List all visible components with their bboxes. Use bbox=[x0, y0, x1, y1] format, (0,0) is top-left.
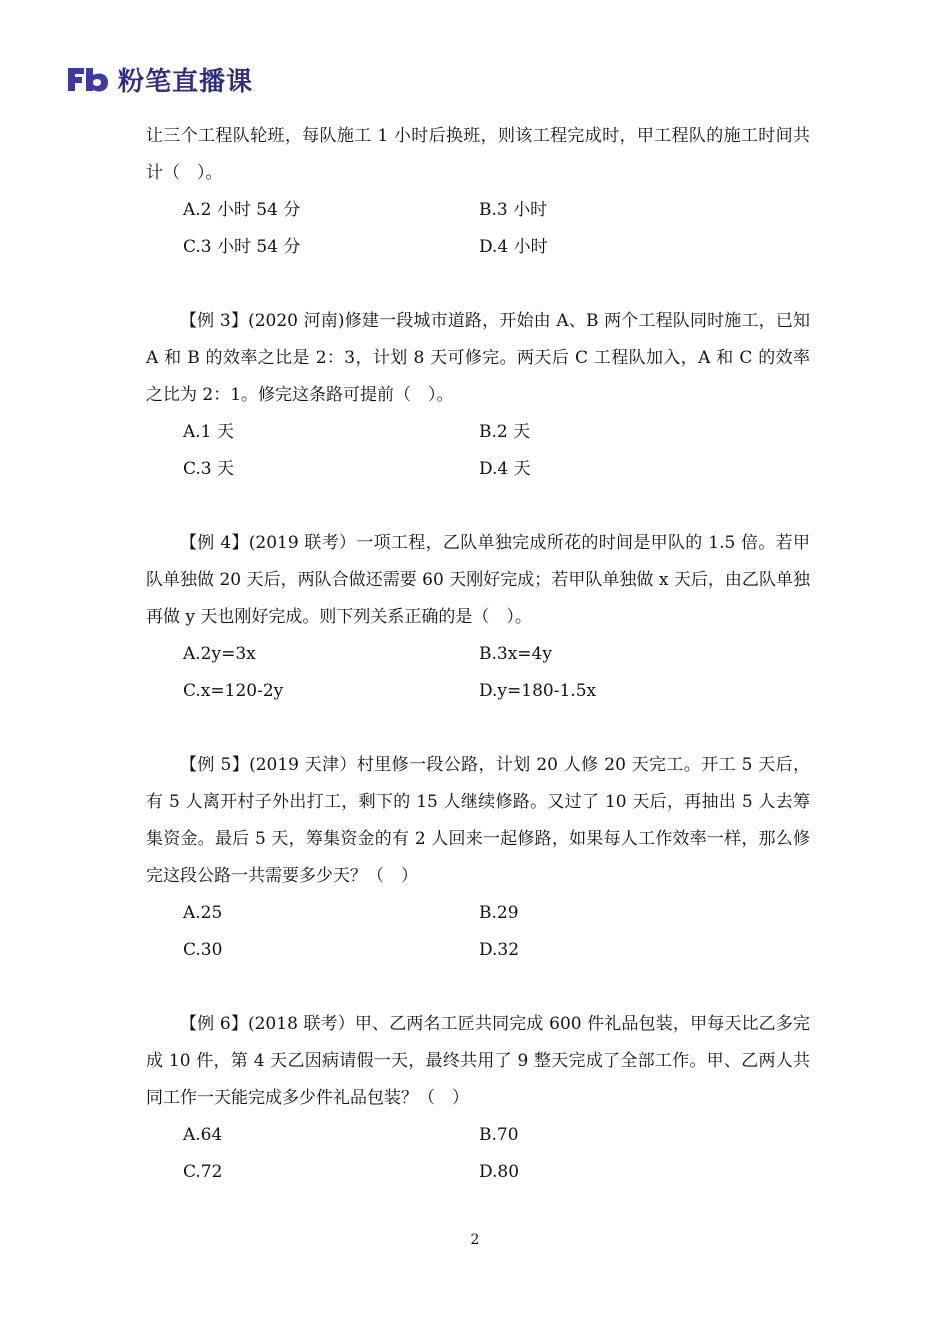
option-c: C.72 bbox=[183, 1162, 223, 1182]
option-a: A.2 小时 54 分 bbox=[183, 200, 301, 220]
option-d: D.80 bbox=[479, 1162, 520, 1182]
option-a: A.25 bbox=[183, 903, 223, 923]
question-2-tail: 让三个工程队轮班，每队施工 1 小时后换班，则该工程完成时，甲工程队的施工时间共计（ ）。 bbox=[146, 126, 810, 183]
option-b: B.29 bbox=[479, 903, 519, 923]
option-a: A.1 天 bbox=[183, 422, 234, 442]
option-c: C.3 天 bbox=[183, 459, 235, 479]
option-d: D.4 小时 bbox=[479, 237, 548, 257]
option-d: D.y=180-1.5x bbox=[479, 681, 597, 701]
question-4: 【例 4】(2019 联考）一项工程，乙队单独完成所花的时间是甲队的 1.5 倍。若甲队单独做 20 天后，两队合做还需要 60 天刚好完成；若甲队单独做 x 天后，由乙队单独再做 y 天也刚好完成。则下列关系正确的是（ ）。 bbox=[146, 533, 810, 627]
question-4-options bbox=[146, 636, 810, 710]
question-2-options bbox=[146, 192, 810, 266]
question-5-options bbox=[146, 895, 810, 969]
page-number: 2 bbox=[470, 1232, 480, 1248]
option-c: C.x=120-2y bbox=[183, 681, 284, 701]
brand-name: 粉笔直播课 bbox=[118, 66, 254, 97]
option-b: B.3 小时 bbox=[479, 200, 548, 220]
option-d: D.32 bbox=[479, 940, 520, 960]
option-b: B.70 bbox=[479, 1125, 519, 1145]
option-c: C.30 bbox=[183, 940, 223, 960]
option-a: A.2y=3x bbox=[183, 644, 256, 664]
option-b: B.2 天 bbox=[479, 422, 531, 442]
page-content bbox=[146, 118, 810, 1191]
question-6: 【例 6】(2018 联考）甲、乙两名工匠共同完成 600 件礼品包装，甲每天比乙多完成 10 件，第 4 天乙因病请假一天，最终共用了 9 整天完成了全部工作。甲、乙两人共同工作一天能完成多少件礼品包装？（ ） bbox=[146, 1014, 810, 1108]
option-d: D.4 天 bbox=[479, 459, 531, 479]
brand-logo bbox=[66, 62, 253, 96]
question-6-options bbox=[146, 1117, 810, 1191]
question-5: 【例 5】(2019 天津）村里修一段公路，计划 20 人修 20 天完工。开工 5 天后，有 5 人离开村子外出打工，剩下的 15 人继续修路。又过了 10 天后，再抽出 5 人去筹集资金。最后 5 天，筹集资金的有 2 人回来一起修路，如果每人工作效率一样，那么修完这段公路一共需要多少天？（ ） bbox=[146, 755, 810, 886]
fb-logo-icon bbox=[66, 64, 110, 94]
question-3-options bbox=[146, 414, 810, 488]
option-b: B.3x=4y bbox=[479, 644, 552, 664]
question-3: 【例 3】(2020 河南)修建一段城市道路，开始由 A、B 两个工程队同时施工，已知 A 和 B 的效率之比是 2：3，计划 8 天可修完。两天后 C 工程队加入，A 和 C 的效率之比为 2：1。修完这条路可提前（ ）。 bbox=[146, 311, 810, 405]
option-a: A.64 bbox=[183, 1125, 223, 1145]
option-c: C.3 小时 54 分 bbox=[183, 237, 301, 257]
